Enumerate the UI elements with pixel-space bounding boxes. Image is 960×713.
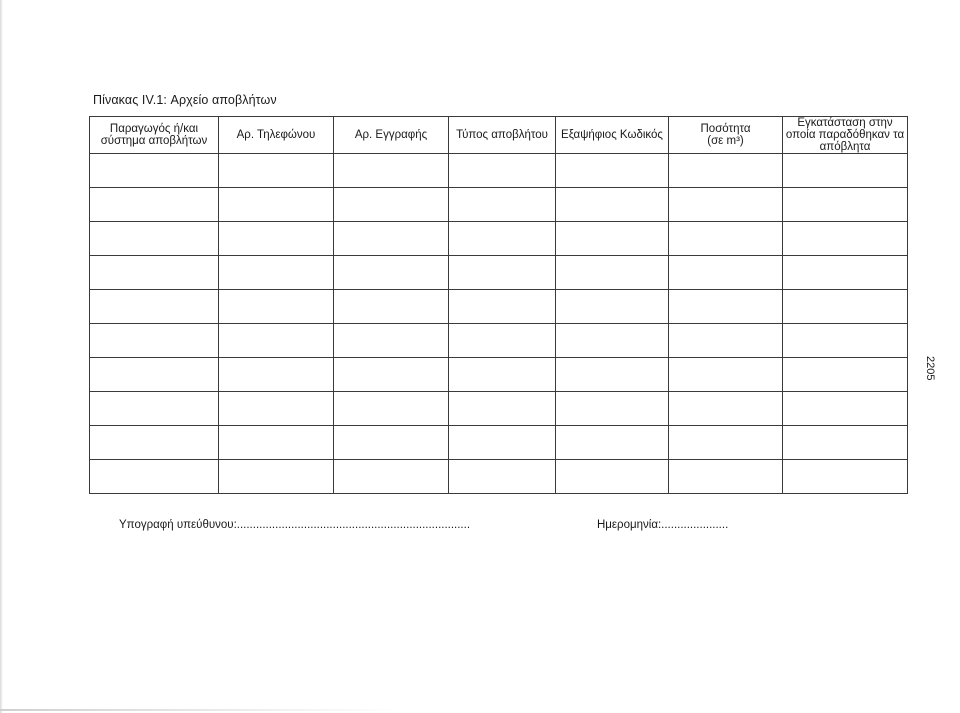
table-cell[interactable]	[90, 392, 219, 426]
header-registration-number	[334, 117, 449, 154]
table-row	[90, 460, 908, 494]
table-row	[90, 324, 908, 358]
header-quantity	[669, 117, 783, 154]
table-row	[90, 426, 908, 460]
table-cell[interactable]	[669, 290, 783, 324]
table-cell[interactable]	[90, 290, 219, 324]
table-row	[90, 290, 908, 324]
header-six-digit-code	[556, 117, 669, 154]
waste-record-table	[89, 116, 908, 494]
table-cell[interactable]	[556, 222, 669, 256]
table-cell[interactable]	[219, 256, 334, 290]
table-cell[interactable]	[334, 324, 449, 358]
table-cell[interactable]	[669, 426, 783, 460]
table-cell[interactable]	[556, 358, 669, 392]
table-cell[interactable]	[90, 426, 219, 460]
table-cell[interactable]	[219, 426, 334, 460]
table-cell[interactable]	[669, 222, 783, 256]
table-caption: Πίνακας IV.1: Αρχείο αποβλήτων	[93, 93, 277, 107]
table-cell[interactable]	[334, 256, 449, 290]
header-text: Εγκατάσταση στην	[797, 117, 893, 129]
scan-edge-left	[0, 0, 3, 713]
table-cell[interactable]	[669, 392, 783, 426]
table-cell[interactable]	[669, 154, 783, 188]
table-cell[interactable]	[334, 426, 449, 460]
table-cell[interactable]	[669, 358, 783, 392]
table-cell[interactable]	[219, 358, 334, 392]
header-producer	[90, 117, 219, 154]
table-cell[interactable]	[449, 392, 556, 426]
table-cell[interactable]	[90, 256, 219, 290]
table-body	[90, 154, 908, 494]
table-row	[90, 358, 908, 392]
header-text: Αρ. Εγγραφής	[354, 129, 428, 141]
header-delivery-facility	[783, 117, 908, 154]
table-cell[interactable]	[334, 392, 449, 426]
table-cell[interactable]	[556, 256, 669, 290]
table-cell[interactable]	[783, 460, 908, 494]
table-cell[interactable]	[334, 154, 449, 188]
table-cell[interactable]	[556, 324, 669, 358]
table-cell[interactable]	[90, 188, 219, 222]
table-cell[interactable]	[783, 290, 908, 324]
table-cell[interactable]	[334, 460, 449, 494]
header-text: Τύπος αποβλήτου	[456, 129, 548, 141]
table-cell[interactable]	[90, 460, 219, 494]
table-row	[90, 188, 908, 222]
table-cell[interactable]	[449, 256, 556, 290]
table-cell[interactable]	[334, 188, 449, 222]
table-cell[interactable]	[556, 290, 669, 324]
table-cell[interactable]	[334, 358, 449, 392]
date-line: Ημερομηνία:.....................	[597, 519, 729, 531]
table-cell[interactable]	[669, 188, 783, 222]
table-row	[90, 222, 908, 256]
table-cell[interactable]	[783, 324, 908, 358]
table-cell[interactable]	[556, 154, 669, 188]
scan-edge-bottom	[0, 709, 400, 711]
header-phone-number	[219, 117, 334, 154]
table-cell[interactable]	[783, 222, 908, 256]
table-cell[interactable]	[449, 222, 556, 256]
table-cell[interactable]	[334, 222, 449, 256]
table-cell[interactable]	[783, 358, 908, 392]
table-cell[interactable]	[219, 324, 334, 358]
table-cell[interactable]	[449, 426, 556, 460]
table-cell[interactable]	[90, 324, 219, 358]
table-header-row	[90, 117, 908, 154]
table-cell[interactable]	[334, 290, 449, 324]
table-cell[interactable]	[219, 460, 334, 494]
table-cell[interactable]	[783, 392, 908, 426]
header-waste-type	[449, 117, 556, 154]
table-cell[interactable]	[219, 392, 334, 426]
table-cell[interactable]	[219, 188, 334, 222]
header-text: σύστημα αποβλήτων	[100, 135, 208, 147]
table-cell[interactable]	[449, 188, 556, 222]
table-row	[90, 392, 908, 426]
table-cell[interactable]	[783, 188, 908, 222]
table-cell[interactable]	[219, 290, 334, 324]
table-cell[interactable]	[449, 154, 556, 188]
table-cell[interactable]	[556, 392, 669, 426]
page-number: 2205	[924, 356, 936, 381]
table-row	[90, 256, 908, 290]
header-text: οποία παραδόθηκαν τα	[785, 129, 905, 141]
table-row	[90, 154, 908, 188]
table-cell[interactable]	[669, 324, 783, 358]
header-text: απόβλητα	[819, 141, 871, 153]
table-cell[interactable]	[219, 154, 334, 188]
table-cell[interactable]	[90, 222, 219, 256]
table-cell[interactable]	[449, 290, 556, 324]
header-text: (σε m³)	[707, 135, 744, 147]
header-text: Παραγωγός ή/και	[109, 123, 199, 135]
table-cell[interactable]	[449, 460, 556, 494]
table-cell[interactable]	[90, 358, 219, 392]
table-cell[interactable]	[90, 154, 219, 188]
table-cell[interactable]	[556, 460, 669, 494]
table-cell[interactable]	[449, 358, 556, 392]
signature-line: Υπογραφή υπεύθυνου:.........................................................................	[119, 519, 471, 531]
table-cell[interactable]	[556, 426, 669, 460]
table-cell[interactable]	[783, 154, 908, 188]
header-text: Ποσότητα	[700, 123, 751, 135]
table-cell[interactable]	[449, 324, 556, 358]
table-cell[interactable]	[556, 188, 669, 222]
table-cell[interactable]	[783, 426, 908, 460]
table-cell[interactable]	[669, 256, 783, 290]
table-cell[interactable]	[669, 460, 783, 494]
table-cell[interactable]	[219, 222, 334, 256]
table-cell[interactable]	[783, 256, 908, 290]
header-text: Εξαψήφιος Κωδικός	[561, 129, 663, 141]
header-text: Αρ. Τηλεφώνου	[236, 129, 316, 141]
